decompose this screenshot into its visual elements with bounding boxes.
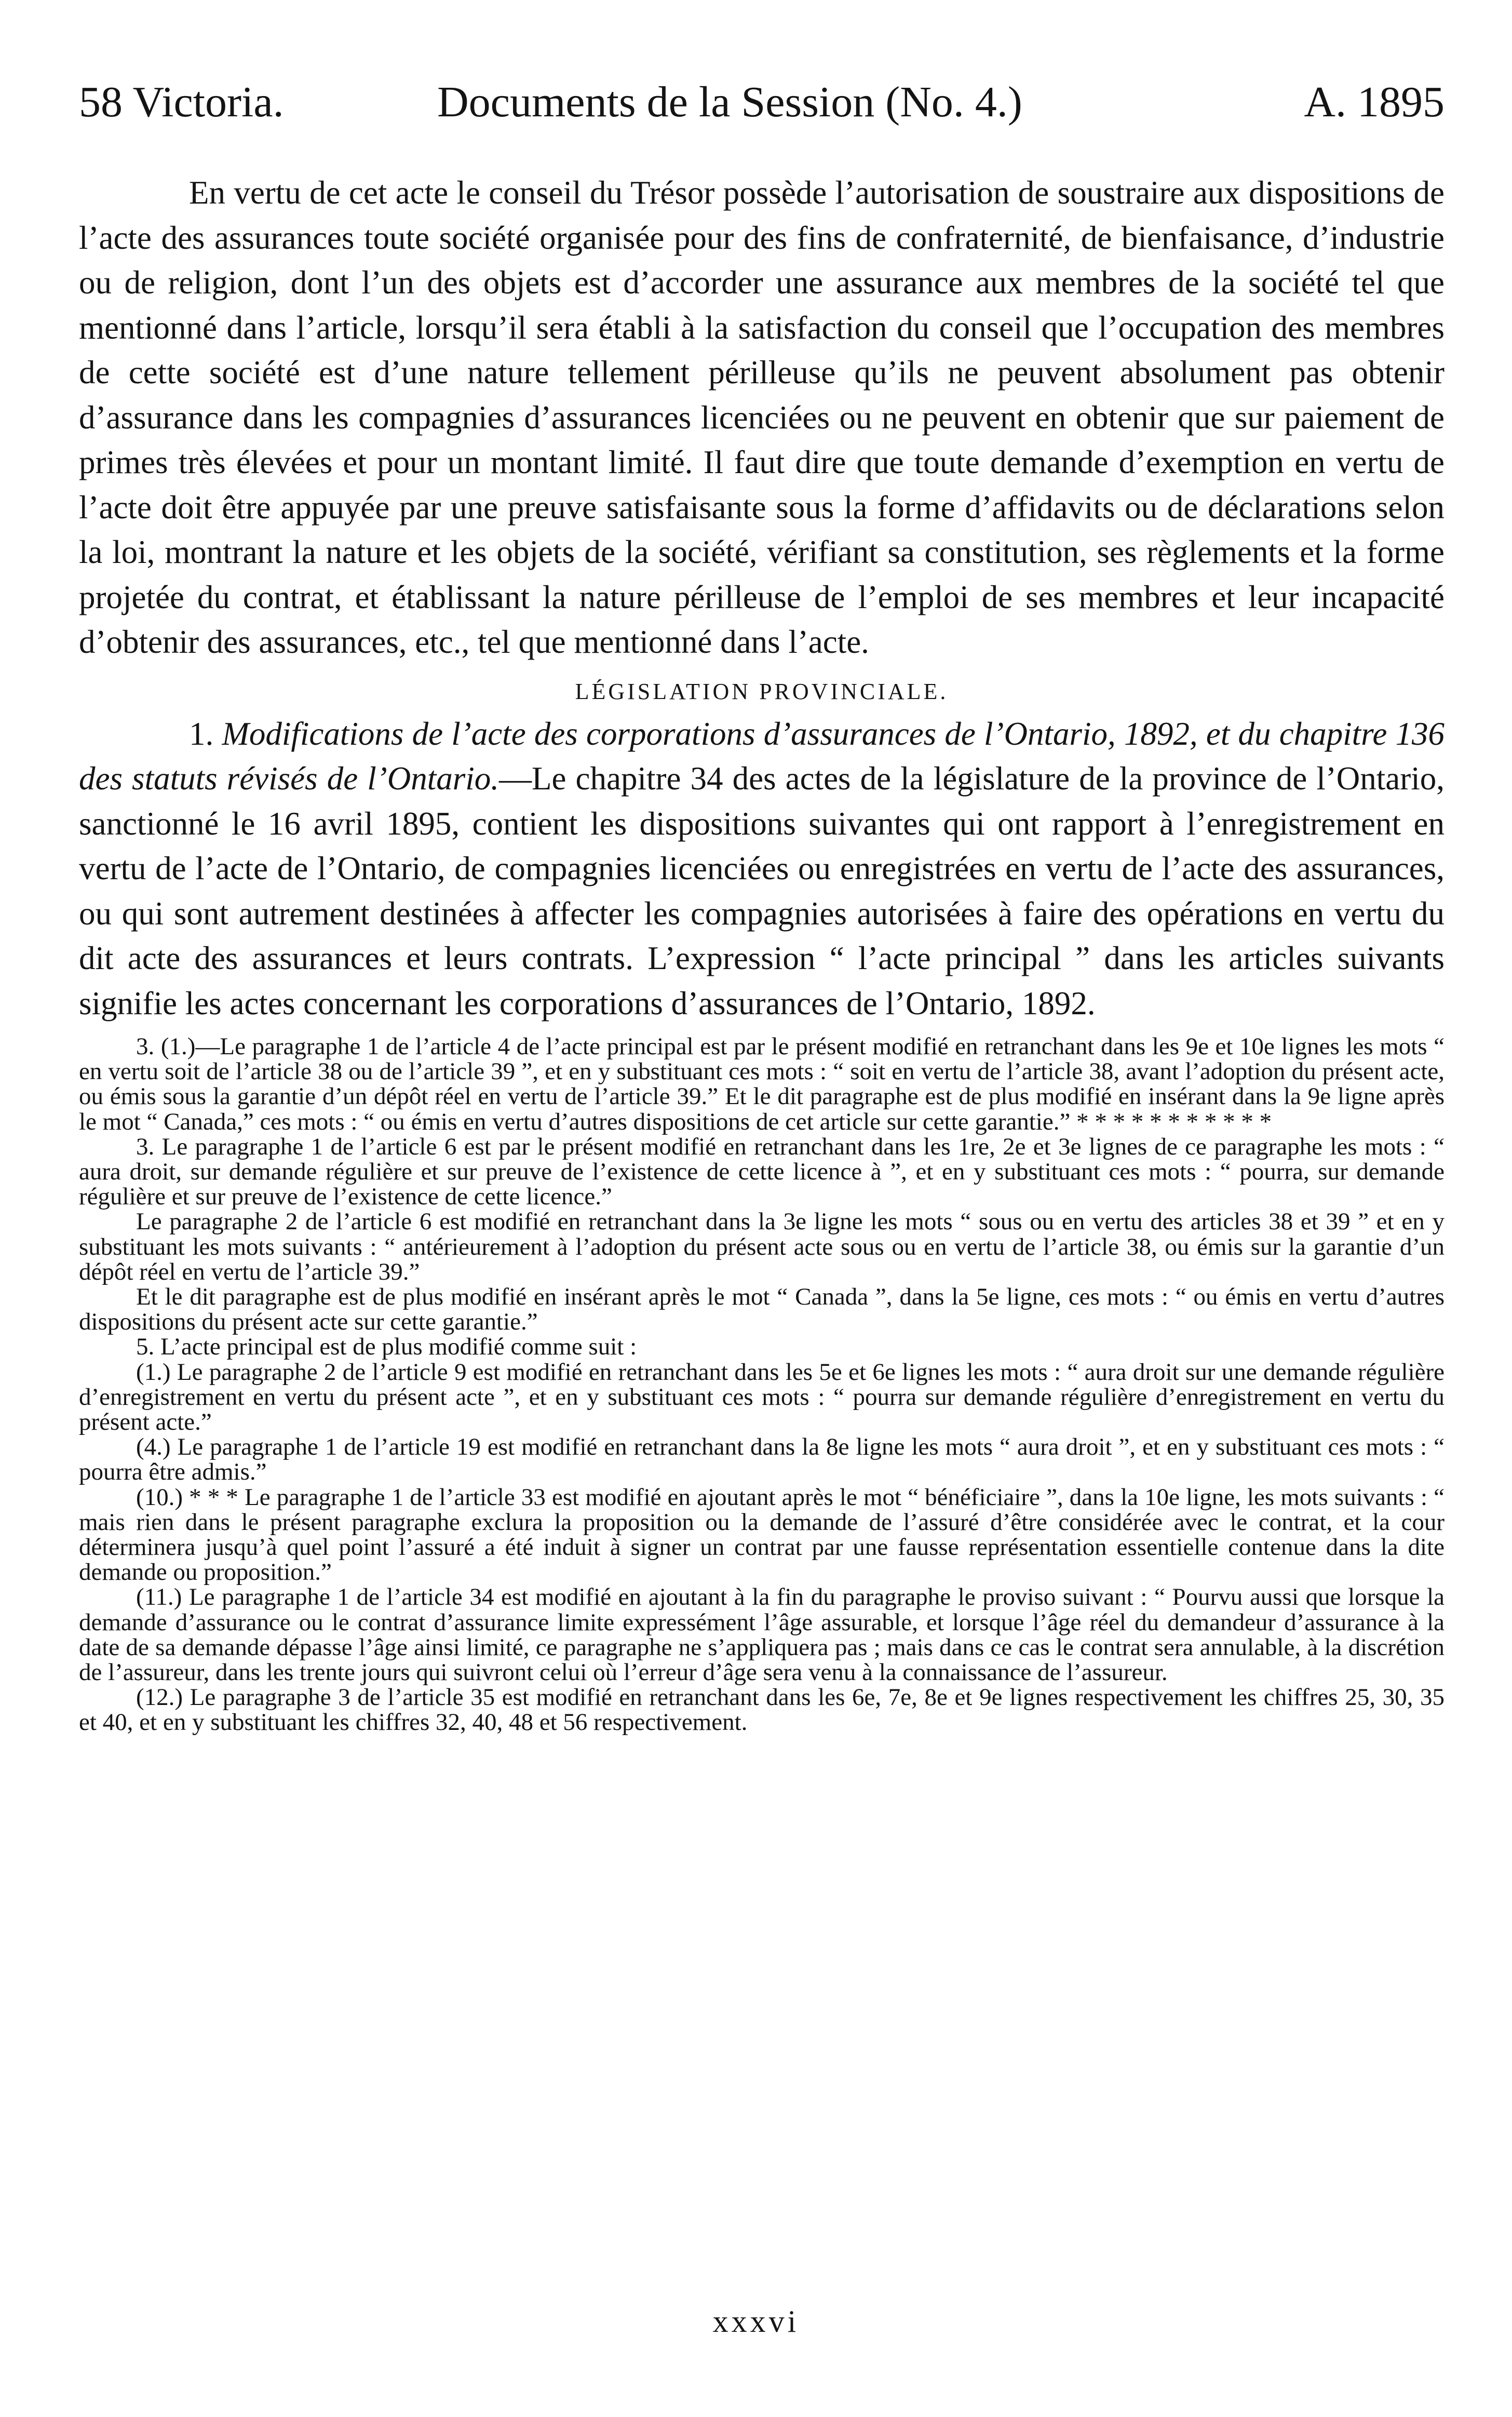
page-body: [79, 170, 1445, 1735]
clause-3-1: [79, 1034, 1445, 1134]
item-1-title: Modifications de l’acte des corporations d’assurances de l’Ontario, 1892, et du chapitre 136 des statuts révisés de l’Ontario.: [79, 715, 1445, 797]
clause-5-4: (4.) Le paragraphe 1 de l’article 19 est modifié en retranchant dans la 8e ligne les mots “ aura droit ”, et en y substituant ces mots : “ pourra être admis.”: [79, 1433, 1445, 1486]
header-session-year: 58 Victoria.: [79, 78, 284, 126]
item-1-paragraph: [79, 711, 1445, 1026]
clause-5-12: (12.) Le paragraphe 3 de l’article 35 est modifié en retranchant dans les 6e, 7e, 8e et 9e lignes respectivement les chiffres 25, 30, 35 et 40, et en y substituant les chiffres 32, 40, 48 et 56 respectivement.: [79, 1684, 1445, 1736]
section-title: LÉGISLATION PROVINCIALE.: [575, 678, 949, 704]
clause-3-1-text: 3. (1.)—Le paragraphe 1 de l’article 4 de l’acte principal est par le présent modifié en retranchant dans les 9e et 10e lignes les mots “ en vertu soit de l’article 38 ou de l’article 39 ”, et en y substituant ces mots : “ soit en vertu de l’article 38, avant l’adoption du présent acte, ou émis sous la garantie d’un dépôt réel en vertu de l’article 39.” Et le dit paragraphe est de plus modifié en insérant dans la 9e ligne après le mot “ Canada,” ces mots : “ ou émis en vertu d’autres dispositions de cet article sur cette garantie.”: [79, 1033, 1445, 1135]
page-number: xxxvi: [712, 2304, 800, 2339]
item-1-number: 1.: [189, 715, 214, 752]
intro-paragraph: En vertu de cet acte le conseil du Trésor possède l’autorisation de soustraire aux dispositions de l’acte des assurances toute société organisée pour des fins de confraternité, de bienfaisance, d’industrie ou de religion, dont l’un des objets est d’accorder une assurance aux membres de la société tel que mentionné dans l’article, lorsqu’il sera établi à la satisfaction du conseil que l’occupation des membres de cette société est d’une nature tellement périlleuse qu’ils ne peuvent absolument pas obtenir d’assurance dans les compagnies d’assurances licenciées ou ne peuvent en obtenir que sur paiement de primes très élevées et pour un montant limité. Il faut dire que toute demande d’exemption en vertu de l’acte doit être appuyée par une preuve satisfaisante sous la forme d’affidavits ou de déclarations selon la loi, montrant la nature et les objets de la société, vérifiant sa constitution, ses règlements et la forme projetée du contrat, et établissant la nature périlleuse de l’emploi de ses membres et leur incapacité d’obtenir des assurances, etc., tel que mentionné dans l’acte.: [79, 174, 1445, 660]
clause-3-para-1: 3. Le paragraphe 1 de l’article 6 est par le présent modifié en retranchant dans les 1re, 2e et 3e lignes de ce paragraphe les mots : “ aura droit, sur demande régulière et sur preuve de l’existence de cette licence à ”, et en y substituant ces mots : “ pourra, sur demande régulière et sur preuve de l’existence de cette licence.”: [79, 1133, 1445, 1211]
clause-3-para-2-continued: Et le dit paragraphe est de plus modifié en insérant après le mot “ Canada ”, dans la 5e ligne, ces mots : “ ou émis en vertu d’autres dispositions du présent acte sur cette garantie.”: [79, 1283, 1445, 1336]
clause-5-10: (10.) * * * Le paragraphe 1 de l’article 33 est modifié en ajoutant après le mot “ bénéficiaire ”, dans la 10e ligne, les mots suivants : “ mais rien dans le présent paragraphe exclura la proposition ou la demande de l’assuré d’être considérée avec le contrat, et la cour déterminera jusqu’à quel point l’assuré a été induit à signer un contrat par une fausse représentation essentielle contenue dans la dite demande ou proposition.”: [79, 1483, 1445, 1586]
running-header: [79, 74, 1445, 131]
clause-5: 5. L’acte principal est de plus modifié comme suit :: [136, 1333, 637, 1361]
amendment-clauses: [79, 1034, 1445, 1735]
header-document-title: Documents de la Session (No. 4.): [437, 78, 1022, 126]
clause-5-11: (11.) Le paragraphe 1 de l’article 34 est modifié en ajoutant à la fin du paragraphe le proviso suivant : “ Pourvu aussi que lorsque la demande d’assurance ou le contrat d’assurance limite expressément l’âge assurable, et lorsque l’âge réel du demandeur d’assurance à la date de sa demande dépasse l’âge ainsi limité, ce paragraphe ne s’appliquera pas ; mais dans ce cas le contrat sera annulable, à la discrétion de l’assureur, dans les trente jours qui suivront celui où l’erreur d’âge sera venu à la connaissance de l’assureur.: [79, 1583, 1445, 1686]
ellipsis-stars: * * * * * * * * * * *: [1076, 1108, 1272, 1135]
header-year: A. 1895: [1304, 78, 1445, 126]
item-1-text: —Le chapitre 34 des actes de la législature de la province de l’Ontario, sanctionné le 16 avril 1895, contient les dispositions suivantes qui ont rapport à l’enregistrement en vertu de l’acte de l’Ontario, de compagnies licenciées ou enregistrées en vertu de l’acte des assurances, ou qui sont autrement destinées à affecter les compagnies autorisées à faire des opérations en vertu du dit acte des assurances et leurs contrats. L’expression “ l’acte principal ” dans les articles suivants signifie les actes concernant les corporations d’assurances de l’Ontario, 1892.: [79, 760, 1445, 1022]
clause-5-1: (1.) Le paragraphe 2 de l’article 9 est modifié en retranchant dans les 5e et 6e lignes les mots : “ aura droit sur une demande régulière d’enregistrement en vertu du présent acte ”, et en y substituant ces mots : “ pourra sur demande régulière d’enregistrement en vertu du présent acte.”: [79, 1358, 1445, 1436]
clause-3-para-2: Le paragraphe 2 de l’article 6 est modifié en retranchant dans la 3e ligne les mots “ sous ou en vertu des articles 38 et 39 ” et en y substituant les mots suivants : “ antérieurement à l’adoption du présent acte sous ou en vertu de l’article 38, ou émis sur la garantie d’un dépôt réel en vertu de l’article 39.”: [79, 1208, 1445, 1285]
